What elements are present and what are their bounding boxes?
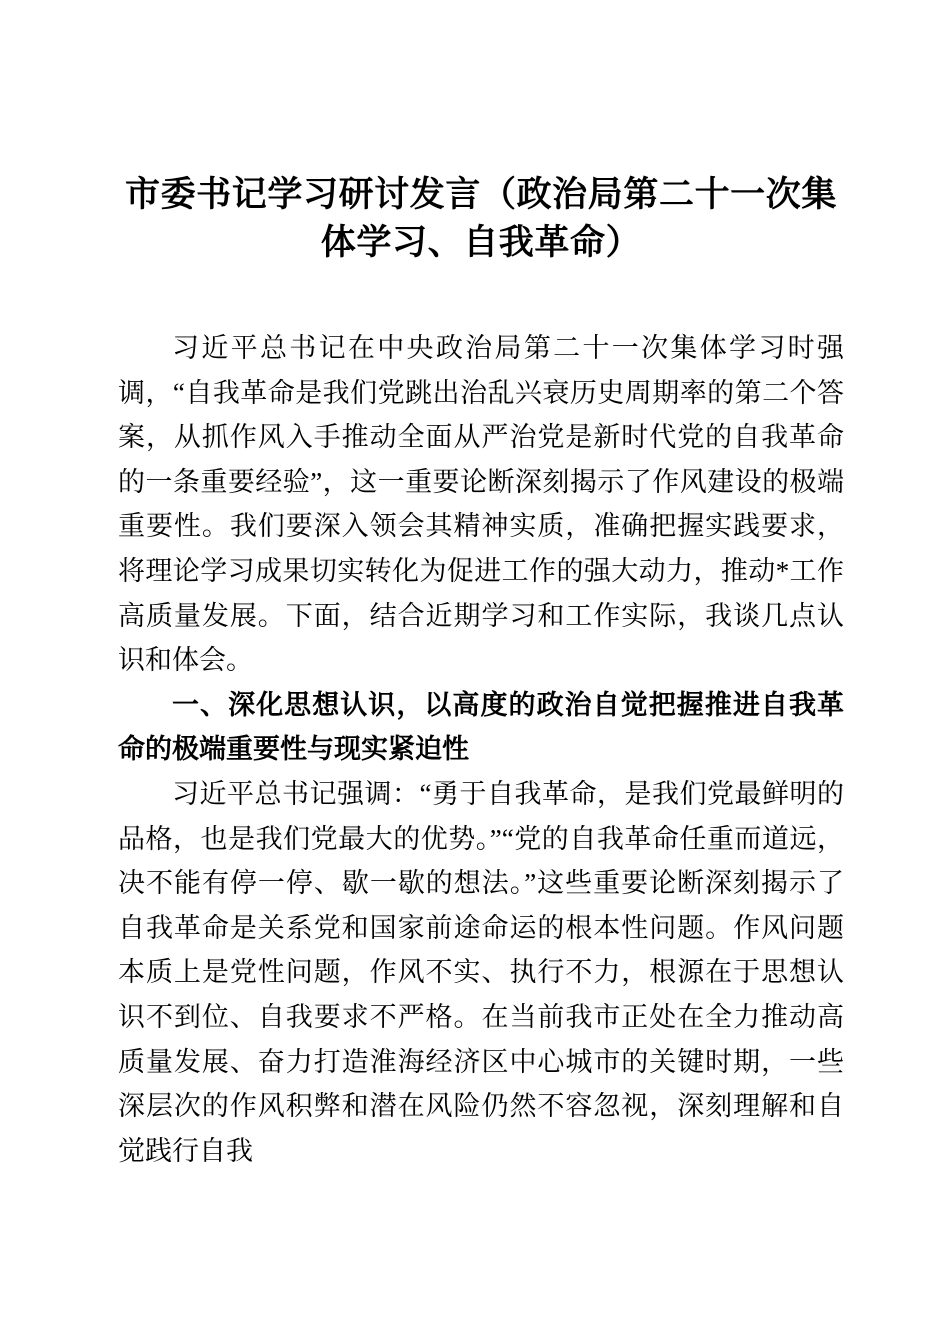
document-title: 市委书记学习研讨发言（政治局第二十一次集体学习、自我革命） [124,175,837,262]
intro-paragraph: 习近平总书记在中央政治局第二十一次集体学习时强调，“自我革命是我们党跳出治乱兴衰历史周期率的第二个答案，从抓作风入手推动全面从严治党是新时代党的自我革命的一条重要经验”，这一重要论断深刻揭示了作风建设的极端重要性。我们要深入领会其精神实质，准确把握实践要求，将理论学习成果切实转化为促进工作的强大动力，推动*工作高质量发展。下面，结合近期学习和工作实际，我谈几点认识和体会。 [118,333,844,676]
document-body [118,326,844,1173]
section-heading-1: 一、深化思想认识，以高度的政治自觉把握推进自我革命的极端重要性与现实紧迫性 [118,689,844,765]
section-1-paragraph: 习近平总书记强调：“勇于自我革命，是我们党最鲜明的品格，也是我们党最大的优势。”“党的自我革命任重而道远，决不能有停一停、歇一歇的想法。”这些重要论断深刻揭示了自我革命是关系党和国家前途命运的根本性问题。作风问题本质上是党性问题，作风不实、执行不力，根源在于思想认识不到位、自我要求不严格。在当前我市正处在全力推动高质量发展、奋力打造淮海经济区中心城市的关键时期，一些深层次的作风积弊和潜在风险仍然不容忽视，深刻理解和自觉践行自我 [118,778,844,1166]
